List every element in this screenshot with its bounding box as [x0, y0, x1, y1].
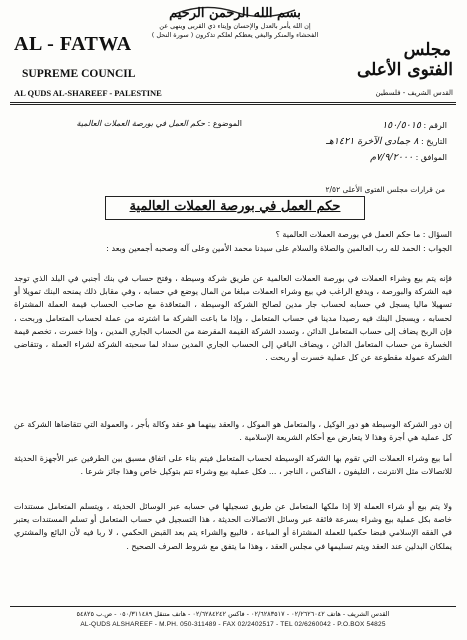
- question-text: السؤال : ما حكم العمل في بورصة العملات العالمية ؟: [275, 230, 452, 239]
- verse-line-1: إن الله يأمر بالعدل والإحسان وإيتاء ذي القربى وينهى عن: [159, 22, 311, 30]
- number-value: ١٥٠/٥٠١٥: [382, 120, 421, 131]
- meta-date-hijri: [326, 136, 447, 147]
- council-name-ar-line2: الفتوى الأعلى: [357, 60, 453, 80]
- date-greg-label: الموافق :: [415, 153, 447, 162]
- footer-english: AL-QUDS ALSHAREEF - M.PH. 050-311489 - FAX 02/2402517 - TEL 02/6260042 - P.O.BOX 54825: [80, 621, 386, 628]
- date-hijri-label: التاريخ :: [420, 137, 447, 146]
- subject-value: حكم العمل في بورصة العملات العالمية: [76, 119, 206, 128]
- paragraph-2: إن دور الشركة الوسيطة هو دور الوكيل ، والمتعامل هو الموكل ، والعقد بينهما هو عقد وكالة بأجر ، والعمولة التي تتقاضاها الشركة عن كل عملية هي أجرة وهذا لا يتعارض مع أحكام الشريعة الإسلامية .: [14, 420, 452, 443]
- footer-divider: [10, 606, 456, 607]
- verse-line-2: الفحشاء والمنكر والبغي يعظكم لعلكم تذكرون ( سورة النحل ): [151, 31, 319, 39]
- paragraph-1: فإنه يتم بيع وشراء العملات في بورصة العملات العالمية عن طريق شركة وسيطة ، وفتح حساب في بنك أجنبي في البلد الذي توجد فيه الشركة والبورصة ، ويدفع الراغب في بيع وشراء العملات مبلغا من المال يوضع في حسابه ، وفي مقابل ذلك يمنحه البنك تمويلا أو تسهيلا ماليا يسجل في حسابه لحساب جار مدين لصالح الشركة الوسيطة ، المتعاقدة مع صاحب الحساب قيمة العملة المشتراة لحسابه ، ويسجل البنك فيه رصيدا مدينا في حساب المتعامل ، وإذا ما باعت الشركة ما اشترته من عملة لحساب المتعامل وربحت ، فإن الربح يضاف إلى حساب المتعامل الدائن ، وتسدد الشركة القيمة المقرضة من الحساب الجاري المدين ، وإذا خسرت ، تخصم قيمة الخسارة من حساب المتعامل الدائن ، ويضاف الباقي إلى الحساب الجاري المدين سداد لما سحبته الشركة لشراء العملة ، وتتقاضى الشركة عمولة مقطوعة عن كل عملية خسرت أو ربحت .: [14, 274, 452, 363]
- header-divider: [10, 102, 456, 103]
- title-en: AL - FATWA: [14, 33, 132, 55]
- answer-intro: الجواب : الحمد لله رب العالمين والصلاة والسلام على سيدنا محمد الأمين وعلى آله وصحبه أجمعين وبعد :: [106, 244, 452, 253]
- date-hijri-value: ٨ جمادى الآخرة ١٤٢١هـ: [325, 136, 419, 147]
- council-name-en: SUPREME COUNCIL: [22, 68, 136, 80]
- meta-date-gregorian: [370, 152, 447, 163]
- city-en: AL QUDS AL-SHAREEF - PALESTINE: [14, 88, 162, 98]
- subject-line: [77, 119, 242, 128]
- document-title: حكم العمل في بورصة العملات العالمية: [129, 199, 341, 214]
- header-divider-secondary: [10, 104, 456, 105]
- paragraph-4: ولا يتم بيع أو شراء العملة إلا إذا ملكها المتعامل عن طريق تسجيلها في حسابه عبر الوسائل الحديثة ، ويتسلم المتعامل مستندات خاصة بكل عملية بيع وشراء بسرعة فائقة عبر وسائل الاتصالات الحديثة ، هذا التسجيل في حساب المتعامل أو تسلم المستندات يعتبر في الفقه الإسلامي قبضا حكميا للعملة المشتراة أو المباعة ، فالبيع والشراء يتم بعد القبض الحكمي ، لا ربا فيه لأن البائع والمشتري يملكان البدلين عند العقد ويتم تسليمها في مجلس العقد ، وهذا ما يتفق مع شروط الصرف الصحيح .: [14, 502, 452, 551]
- bismillah-heading: بسم الله الرحمن الرحيم: [169, 6, 301, 21]
- address-ar: القدس الشريف - فلسطين: [375, 89, 453, 97]
- number-label: الرقم :: [423, 121, 447, 130]
- subject-label: الموضوع :: [207, 119, 242, 128]
- decision-reference: من قرارات مجلس الفتوى الأعلى ٢/٥٢: [325, 185, 445, 194]
- quran-verse: [95, 22, 375, 40]
- council-name-ar-line1: مجلس: [403, 40, 451, 60]
- date-greg-value: ٧/٩/٢٠٠٠م: [370, 152, 414, 163]
- footer-arabic: القدس الشريف - هاتف ٠٢/٢٦٢٦٠٤٢ - ٠٢/٦٢٨٣٥١٧ - فاكس ٠٢/٦٢٨٤٢٤٢ - هاتف متنقل ٠٥٠/٣١١٤٨٩ - ص.ب ٥٤٨٢٥: [76, 610, 390, 618]
- meta-number: [382, 120, 447, 131]
- paragraph-3: أما بيع وشراء العملات التي تقوم بها الشركة الوسيطة لحساب المتعامل فيتم بناء على اتفاق مسبق بين الطرفين عبر الأجهزة الحديثة للاتصالات مثل الانترنت ، التليفون ، الفاكس ، الناجر ، ... فكل عملية بيع وشراء تتم بتوكيل خاص وهذا جائز شرعا .: [14, 454, 452, 477]
- document-title-box: [105, 196, 365, 220]
